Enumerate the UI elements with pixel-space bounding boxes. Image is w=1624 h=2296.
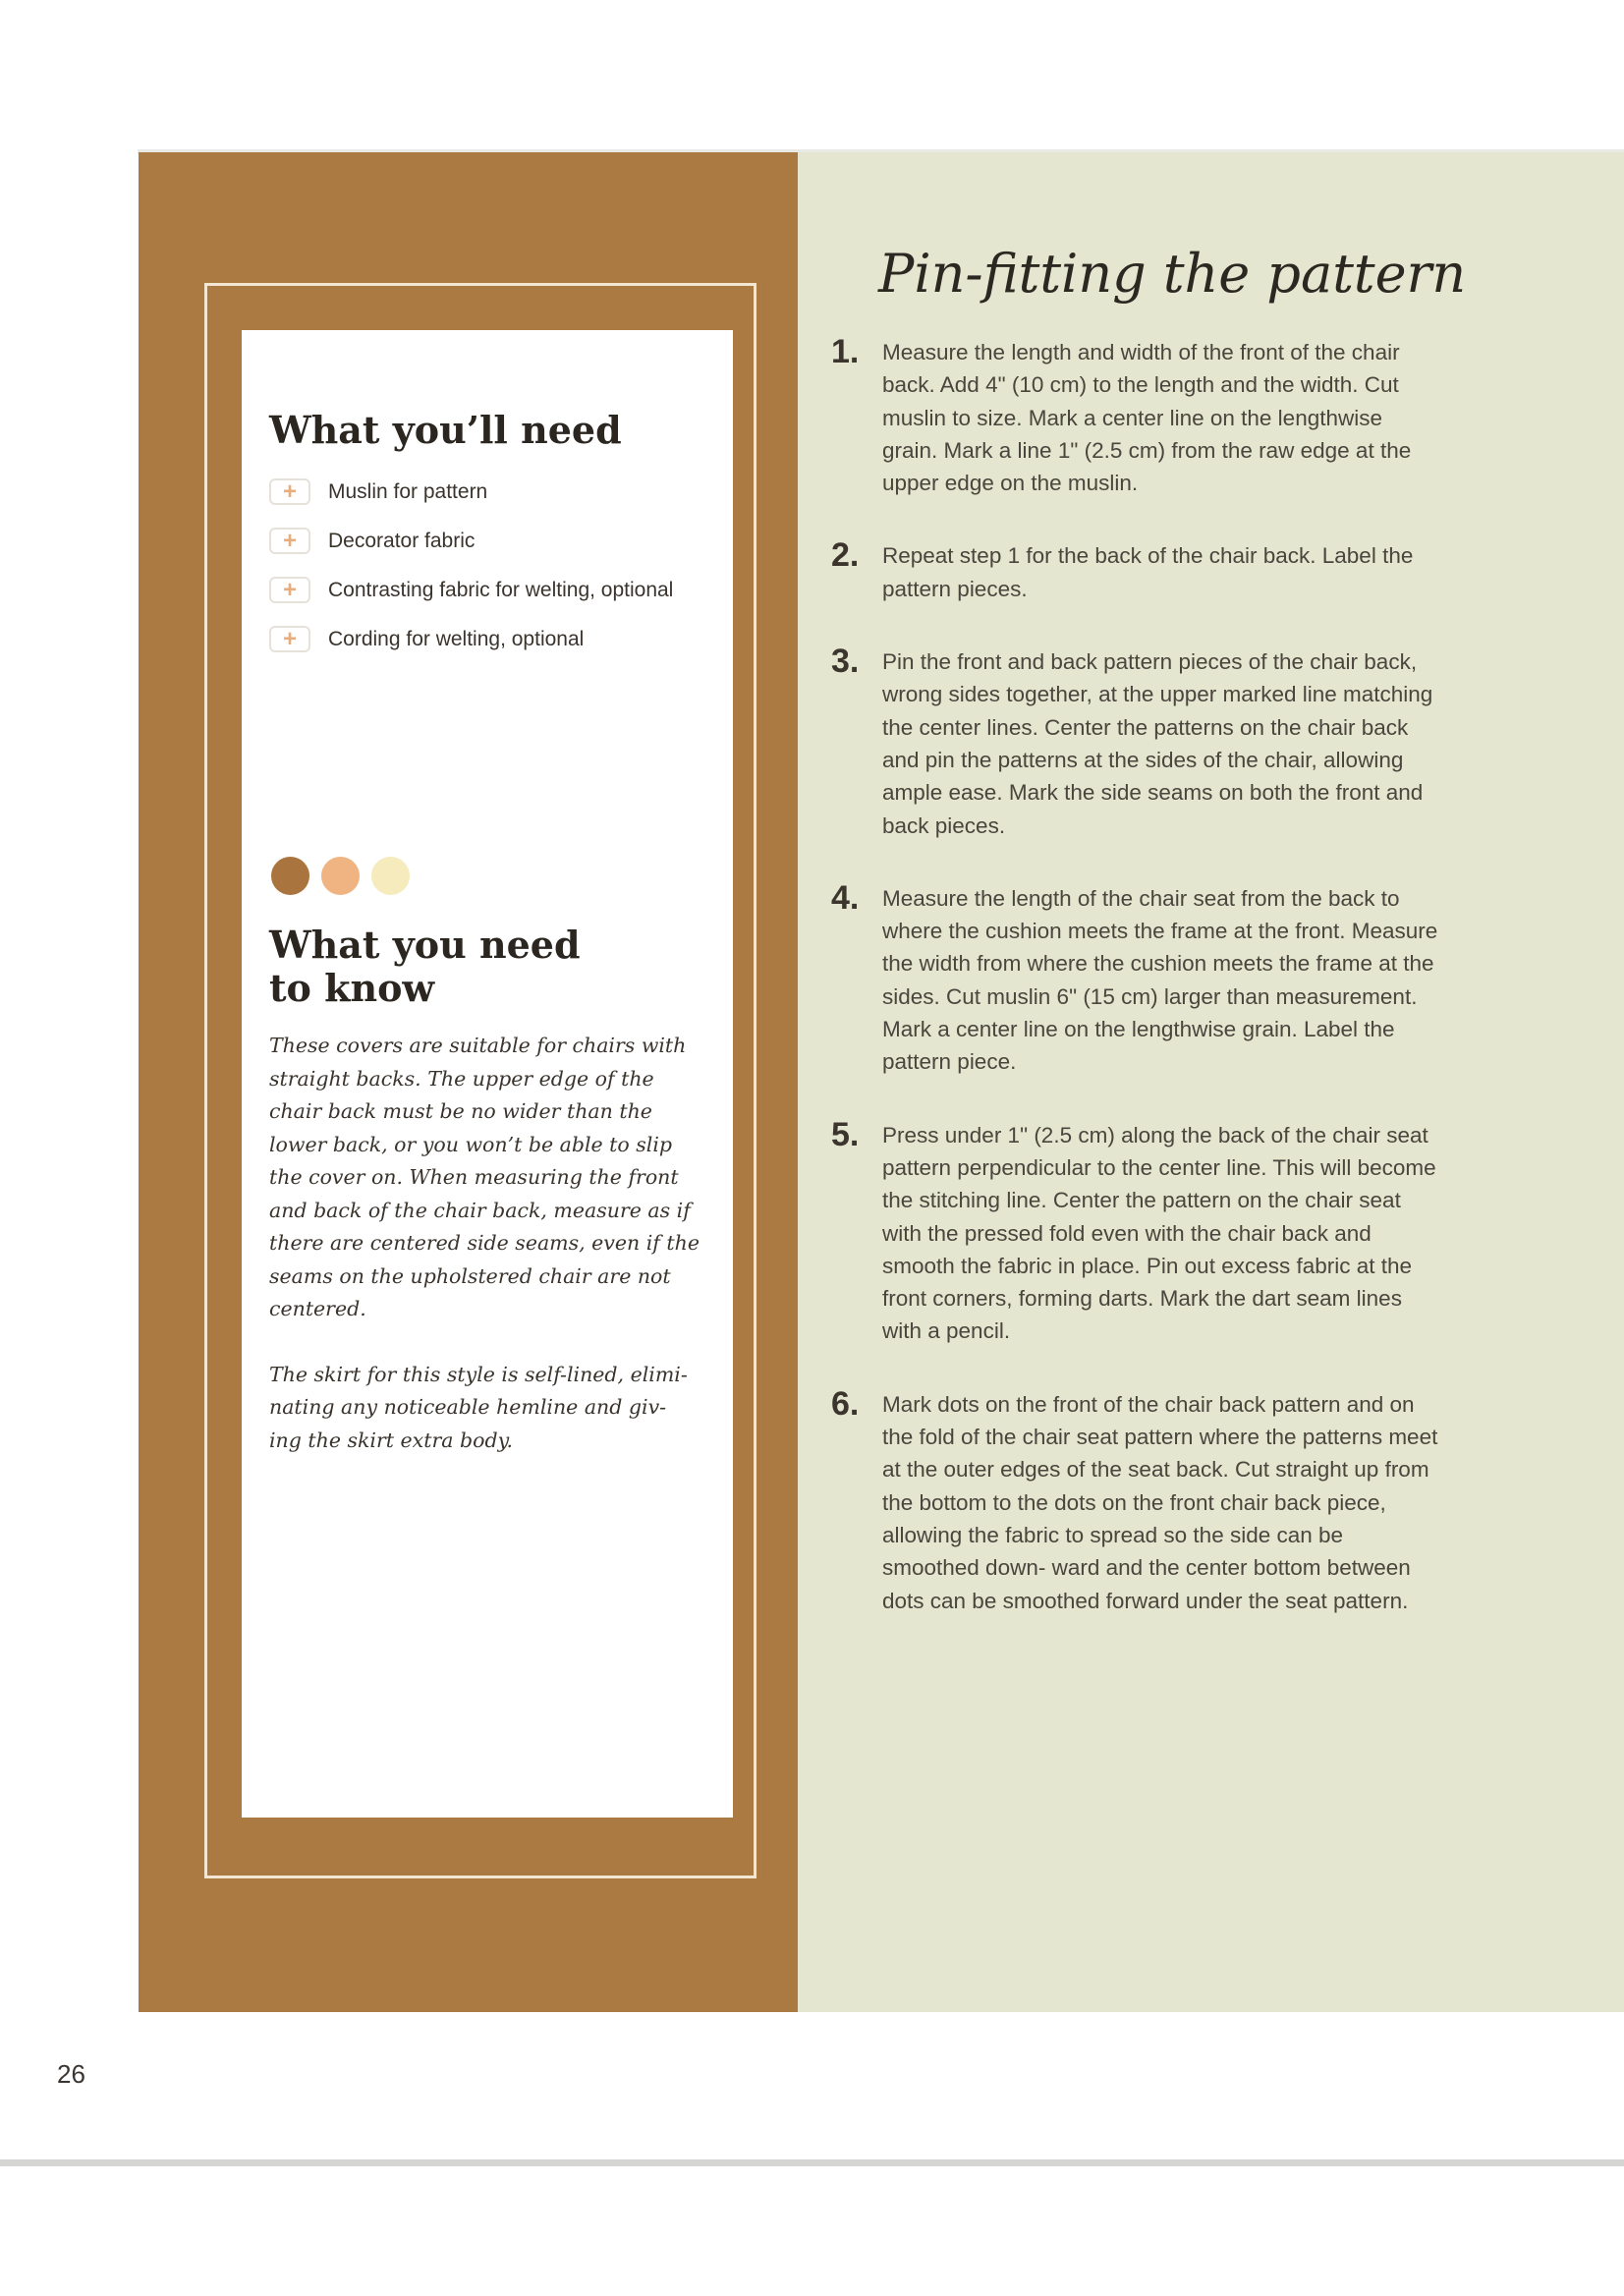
page-number: 26 — [57, 2059, 85, 2089]
plus-icon: + — [269, 478, 310, 505]
color-dot — [271, 857, 309, 895]
need-list — [269, 476, 701, 672]
know-heading — [269, 924, 581, 1010]
step-text: Measure the length of the chair seat from the back to where the cushion meets the frame at the front. Measure the width from where the cushion meets the frame at the sides. Cut muslin 6" (15 cm) larger than measurement. Mark a center line on the lengthwise grain. Label the pattern piece. — [882, 885, 1438, 1075]
need-list-item — [269, 574, 701, 606]
color-dot — [371, 857, 410, 895]
color-dot — [321, 857, 360, 895]
step-item — [831, 1384, 1440, 1617]
step-item — [831, 645, 1440, 842]
need-list-item — [269, 476, 701, 508]
step-number: 4. — [831, 878, 860, 917]
know-text — [269, 1030, 701, 1489]
plus-icon: + — [269, 528, 310, 554]
know-heading-line: What you need — [269, 923, 581, 967]
need-list-item — [269, 525, 701, 557]
know-paragraph: The skirt for this style is self-lined, elimi- nating any noticeable hemline and giv- ing the skirt extra body. — [269, 1362, 688, 1452]
section-title: Pin-fitting the pattern — [878, 243, 1467, 305]
steps-list — [831, 333, 1440, 1657]
step-text: Measure the length and width of the front of the chair back. Add 4" (10 cm) to the length and the width. Cut muslin to size. Mark a center line on the lengthwise grain. Mark a line 1" (2.5 cm) from the raw edge at the upper edge on the muslin. — [882, 340, 1412, 496]
step-text: Press under 1" (2.5 cm) along the back of the chair seat pattern perpendicular to the center line. This will become the stitching line. Center the pattern on the chair seat with the pressed fold even with the chair back and smooth the fabric in place. Pin out excess fabric at the front corners, forming darts. Mark the dart seam lines with a pencil. — [882, 1122, 1436, 1344]
step-number: 5. — [831, 1115, 860, 1153]
step-number: 3. — [831, 643, 860, 681]
sidebar-card — [242, 330, 733, 1818]
step-number: 6. — [831, 1384, 860, 1423]
plus-icon: + — [269, 626, 310, 652]
know-paragraph: These covers are suitable for chairs with straight backs. The upper edge of the chair back must be no wider than the lower back, or you won’t be able to slip the cover on. When measuring the front and back of the chair back, measure as if there are centered side seams, even if the seams on the upholstered chair are not centered. — [269, 1034, 700, 1320]
need-heading: What you’ll need — [269, 408, 622, 452]
need-list-item — [269, 623, 701, 655]
step-item — [831, 333, 1440, 499]
step-item — [831, 536, 1440, 605]
know-heading-line: to know — [269, 966, 435, 1010]
need-item-label: Decorator fabric — [328, 530, 476, 552]
need-item-label: Cording for welting, optional — [328, 628, 585, 650]
step-text: Repeat step 1 for the back of the chair back. Label the pattern pieces. — [882, 543, 1414, 601]
plus-icon: + — [269, 577, 310, 603]
step-item — [831, 1115, 1440, 1348]
bottom-rule — [0, 2159, 1624, 2166]
step-number: 1. — [831, 333, 860, 370]
color-dots — [271, 857, 410, 895]
step-text: Mark dots on the front of the chair back pattern and on the fold of the chair seat pattern where the patterns meet at the outer edges of the seat back. Cut straight up from the bottom to the dots on the front chair back piece, allowing the fabric to spread so the side can be smoothed down- ward and the center bottom between dots can be smoothed forward under the seat pattern. — [882, 1391, 1438, 1613]
need-item-label: Muslin for pattern — [328, 480, 488, 503]
step-item — [831, 878, 1440, 1079]
step-text: Pin the front and back pattern pieces of the chair back, wrong sides together, at the upper marked line matching the center lines. Center the patterns on the chair back and pin the patterns at the sides of the chair, allowing ample ease. Mark the side seams on both the front and back pieces. — [882, 649, 1433, 838]
step-number: 2. — [831, 536, 860, 575]
need-item-label: Contrasting fabric for welting, optional — [328, 579, 674, 601]
